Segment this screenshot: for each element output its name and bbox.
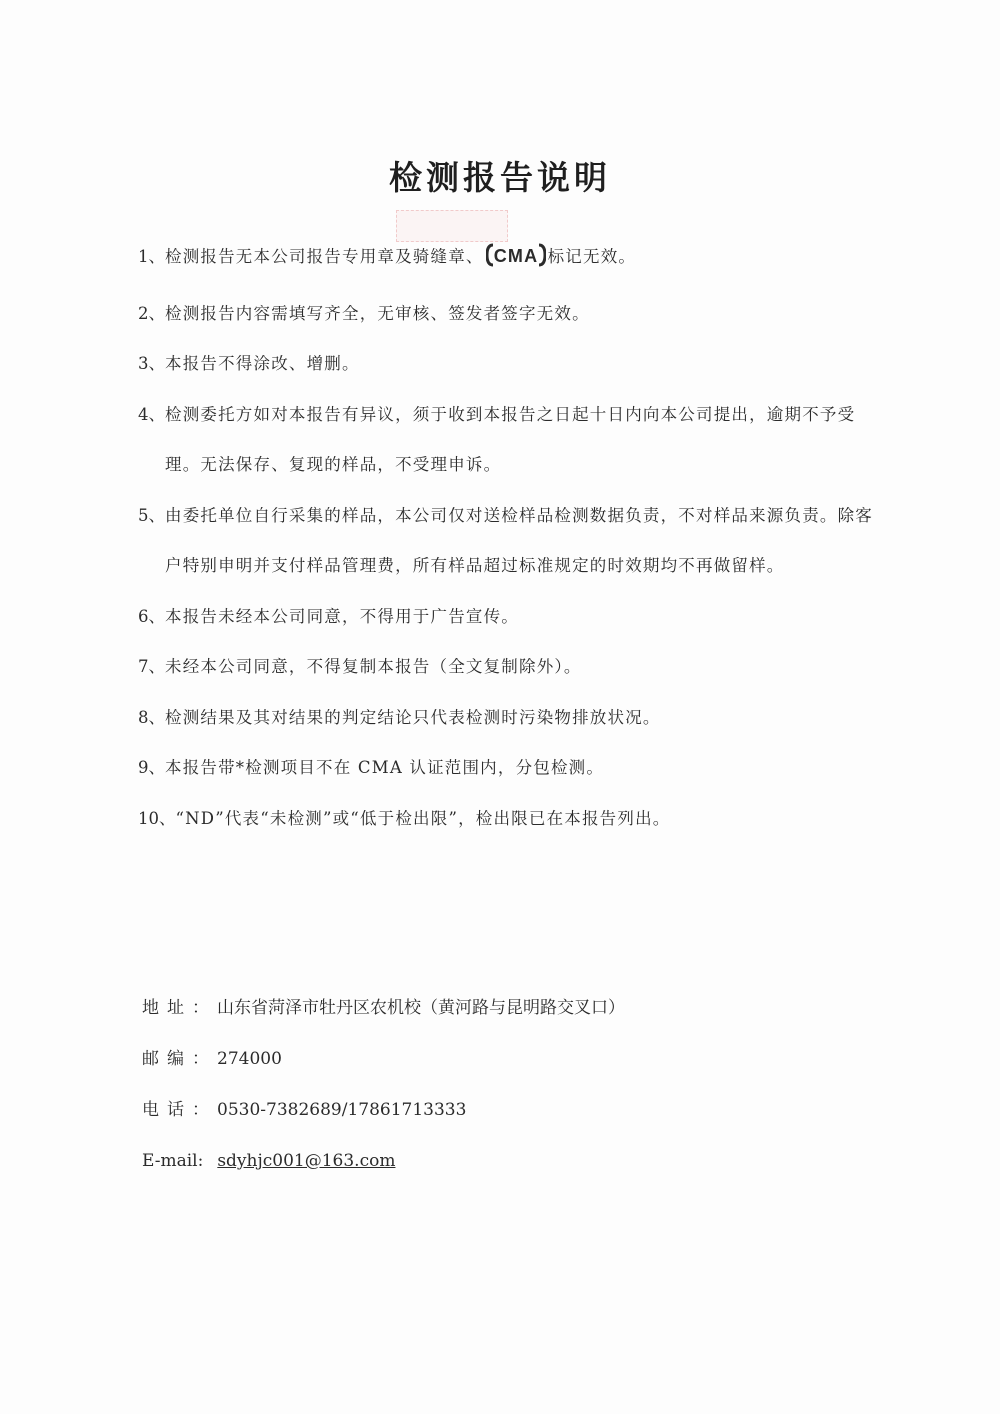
cma-logo-icon xyxy=(486,238,546,289)
phone-row xyxy=(142,1085,862,1136)
postcode-value: 274000 xyxy=(217,1049,282,1069)
item-text: 未经本公司同意，不得复制本报告（全文复制除外）。 xyxy=(165,657,582,676)
list-item xyxy=(138,289,878,340)
item-text: 本报告不得涂改、增删。 xyxy=(165,354,360,373)
item-text: 检测报告内容需填写齐全，无审核、签发者签字无效。 xyxy=(165,303,590,323)
list-item xyxy=(138,232,878,289)
item-number: 8、 xyxy=(138,707,165,727)
item-number: 3、 xyxy=(138,354,165,373)
page-title: 检测报告说明 xyxy=(389,158,611,197)
notice-list xyxy=(138,232,878,844)
item-text xyxy=(165,232,878,289)
address-value: 山东省菏泽市牡丹区农机校（黄河路与昆明路交叉口） xyxy=(217,998,625,1018)
item-text-part: 检测报告无本公司报告专用章及骑缝章、 xyxy=(165,247,484,266)
item-number: 4、 xyxy=(138,404,165,424)
address-label: 地址： xyxy=(142,998,217,1018)
item-text: 检测结果及其对结果的判定结论只代表检测时污染物排放状况。 xyxy=(165,707,661,727)
item-number: 10、 xyxy=(138,808,176,828)
list-item xyxy=(138,693,878,744)
email-link[interactable]: sdyhjc001@163.com xyxy=(217,1151,396,1171)
list-item xyxy=(138,592,878,643)
item-number: 1、 xyxy=(138,247,165,266)
item-text: 由委托单位自行采集的样品，本公司仅对送检样品检测数据负责，不对样品来源负责。除客户特别申明并支付样品管理费，所有样品超过标准规定的时效期均不再做留样。 xyxy=(165,505,873,575)
address-row xyxy=(142,983,862,1034)
item-number: 2、 xyxy=(138,303,165,323)
item-text: 本报告带*检测项目不在 CMA 认证范围内，分包检测。 xyxy=(165,758,605,777)
item-text: 本报告未经本公司同意，不得用于广告宣传。 xyxy=(165,606,519,626)
list-item xyxy=(138,390,878,491)
list-item xyxy=(138,491,878,592)
item-text: 检测委托方如对本报告有异议，须于收到本报告之日起十日内向本公司提出，逾期不予受理。无法保存、复现的样品，不受理申诉。 xyxy=(165,404,856,474)
list-item xyxy=(138,642,878,693)
postcode-row xyxy=(142,1034,862,1085)
contact-block xyxy=(142,983,862,1187)
phone-label: 电话： xyxy=(142,1100,217,1120)
item-text-part: 标记无效。 xyxy=(547,247,637,266)
item-text: “ND”代表“未检测”或“低于检出限”，检出限已在本报告列出。 xyxy=(175,808,671,828)
list-item xyxy=(138,794,878,845)
item-number: 7、 xyxy=(138,657,165,676)
cma-logo-text: CMA xyxy=(493,246,538,266)
list-item xyxy=(138,743,878,794)
email-label: E-mail: xyxy=(142,1151,204,1171)
postcode-label: 邮编： xyxy=(142,1049,217,1069)
list-item xyxy=(138,339,878,390)
item-number: 9、 xyxy=(138,758,165,777)
item-number: 5、 xyxy=(138,505,165,525)
item-number: 6、 xyxy=(138,606,165,626)
phone-value: 0530-7382689/17861713333 xyxy=(217,1100,467,1120)
email-row xyxy=(142,1136,862,1187)
